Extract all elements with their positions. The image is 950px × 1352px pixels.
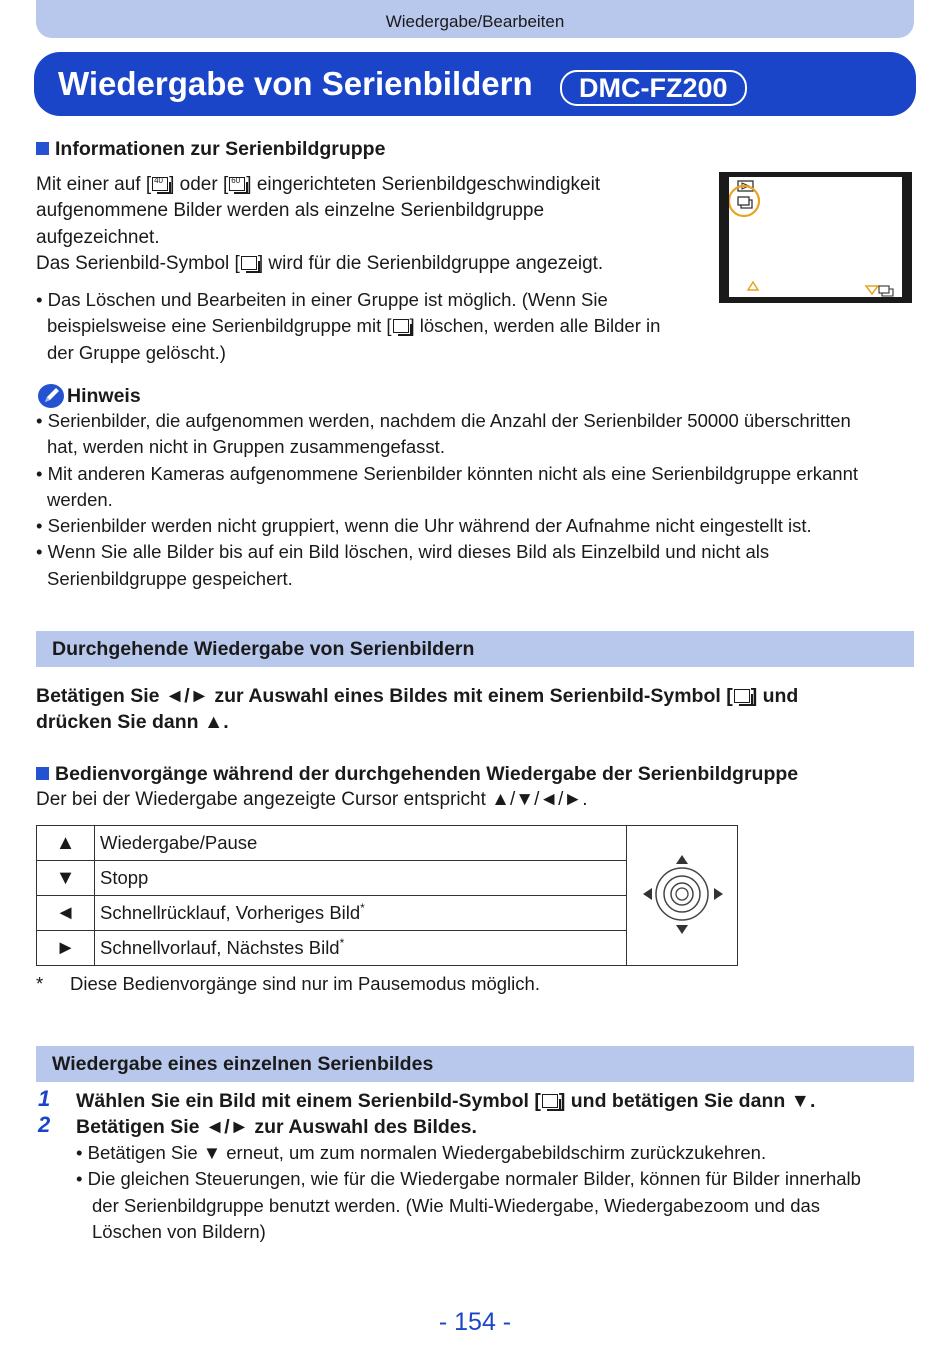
footnote-mark: *	[360, 901, 365, 916]
bullet-line-2	[36, 313, 716, 339]
burst-speed-label: 60	[231, 176, 241, 185]
note-line: Serienbildgruppe gespeichert.	[47, 567, 293, 589]
note-list	[36, 408, 916, 592]
info-heading-text: Informationen zur Serienbildgruppe	[55, 138, 386, 160]
continuous-instruction	[36, 683, 916, 736]
note-heading: Hinweis	[67, 385, 141, 407]
text-fragment: ] und betätigen Sie dann ▼.	[558, 1090, 816, 1112]
text-fragment: ] löschen, werden alle Bilder in	[409, 315, 661, 337]
note-line: • Mit anderen Kameras aufgenommene Serienbilder könnten nicht als eine Serienbildgruppe erkannt	[36, 462, 859, 484]
cursor-pad-icon	[627, 826, 737, 960]
note-pencil-icon	[37, 383, 65, 409]
burst-group-icon	[879, 286, 889, 293]
info-paragraph	[36, 172, 706, 277]
info-line-4	[36, 251, 706, 277]
info-line-1	[36, 172, 706, 198]
note-line: • Wenn Sie alle Bilder bis auf ein Bild löschen, wird dieses Bild als Einzelbild und nicht als	[36, 541, 770, 563]
burst-group-icon	[734, 689, 750, 703]
text-fragment: ] oder [	[169, 174, 229, 195]
info-bullet	[36, 287, 716, 366]
text-fragment: beispielsweise eine Serienbildgruppe mit [	[47, 315, 392, 337]
operations-table	[36, 825, 738, 966]
burst-group-icon	[241, 256, 257, 270]
square-bullet-icon	[36, 142, 49, 155]
page-number: - 154 -	[438, 1308, 512, 1336]
note-line: • Die gleichen Steuerungen, wie für die Wiedergabe normaler Bilder, können für Bilder innerhalb	[76, 1168, 861, 1190]
bullet-line-1: • Das Löschen und Bearbeiten in einer Gruppe ist möglich. (Wenn Sie	[36, 289, 608, 310]
square-bullet-icon	[36, 767, 49, 780]
note-line: hat, werden nicht in Gruppen zusammengefasst.	[47, 436, 445, 458]
section-bar-continuous	[36, 631, 914, 667]
text-fragment: Das Serienbild-Symbol [	[36, 252, 240, 274]
footnote-mark: *	[36, 973, 44, 994]
table-symbol: ►	[37, 931, 95, 966]
cursor-pad-cell	[627, 826, 738, 966]
table-footnote	[36, 971, 540, 997]
instruction-line-2: drücken Sie dann ▲.	[36, 711, 229, 734]
info-line-2: aufgenommene Bilder werden als einzelne Serienbildgruppe	[36, 200, 545, 222]
step-2-text: Betätigen Sie ◄/► zur Auswahl des Bildes.	[76, 1116, 477, 1138]
camera-screen-illustration	[719, 172, 912, 303]
burst-speed-label: 40	[154, 176, 164, 185]
burst-group-icon	[393, 319, 409, 333]
step-number: 1	[38, 1086, 51, 1111]
table-label	[95, 826, 627, 861]
screen-icons	[729, 177, 902, 297]
table-label	[95, 861, 627, 896]
down-cursor-icon	[866, 286, 878, 294]
text-fragment: Betätigen Sie ◄/► zur Auswahl eines Bildes mit einem Serienbild-Symbol [	[36, 685, 733, 707]
info-line-3: aufgezeichnet.	[36, 226, 160, 248]
bullet-line-3: der Gruppe gelöscht.)	[47, 341, 226, 363]
text-fragment: ] und	[750, 685, 799, 707]
section-bar-title: Durchgehende Wiedergabe von Serienbildern	[52, 638, 475, 660]
footnote-text: Diese Bedienvorgänge sind nur im Pausemodus möglich.	[70, 973, 540, 994]
label-text: Schnellrücklauf, Vorheriges Bild	[100, 902, 361, 924]
note-line: • Betätigen Sie ▼ erneut, um zum normalen Wiedergabebildschirm zurückzukehren.	[76, 1142, 767, 1163]
label-text: Stopp	[100, 867, 149, 888]
footnote-mark: *	[339, 936, 345, 951]
burst-40-icon	[152, 177, 168, 191]
section-bar-title: Wiedergabe eines einzelnen Serienbildes	[52, 1053, 434, 1075]
burst-group-icon	[542, 1094, 558, 1108]
table-label	[95, 931, 627, 966]
note-line: Löschen von Bildern)	[92, 1220, 266, 1242]
note-line: werden.	[47, 488, 113, 510]
text-fragment: Mit einer auf [	[36, 174, 152, 195]
section-bar-single	[36, 1046, 914, 1082]
ops-heading	[36, 761, 798, 787]
label-text: Schnellvorlauf, Nächstes Bild	[100, 937, 340, 959]
model-badge: DMC-FZ200	[560, 70, 747, 106]
table-symbol: ▲	[37, 826, 95, 861]
chapter-label: Wiedergabe/Bearbeiten	[385, 12, 565, 31]
text-fragment: Wählen Sie ein Bild mit einem Serienbild-Symbol [	[76, 1090, 541, 1112]
up-cursor-icon	[748, 282, 758, 290]
note-line: • Serienbilder, die aufgenommen werden, nachdem die Anzahl der Serienbilder 50000 überschritten	[36, 410, 851, 431]
ops-intro: Der bei der Wiedergabe angezeigte Cursor entspricht ▲/▼/◄/►.	[36, 789, 588, 810]
note-line: • Serienbilder werden nicht gruppiert, wenn die Uhr während der Aufnahme nicht eingestellt ist.	[36, 515, 812, 537]
step-1-text	[76, 1088, 815, 1114]
page-title: Wiedergabe von Serienbildern	[58, 65, 533, 102]
instruction-line-1	[36, 683, 916, 709]
table-symbol: ◄	[37, 896, 95, 931]
burst-60-icon	[229, 177, 245, 191]
text-fragment: ] eingerichteten Serienbildgeschwindigkeit	[246, 174, 601, 195]
table-label	[95, 896, 627, 931]
ops-heading-text: Bedienvorgänge während der durchgehenden Wiedergabe der Serienbildgruppe	[55, 763, 799, 785]
info-heading	[36, 136, 385, 162]
text-fragment: ] wird für die Serienbildgruppe angezeigt.	[257, 252, 604, 274]
step-2-notes	[76, 1140, 916, 1245]
step-number: 2	[38, 1112, 51, 1137]
table-symbol: ▼	[37, 861, 95, 896]
burst-group-icon	[738, 197, 749, 205]
chapter-tab	[36, 0, 914, 38]
label-text: Wiedergabe/Pause	[100, 832, 258, 853]
table-row	[37, 826, 738, 861]
note-line: der Serienbildgruppe benutzt werden. (Wie Multi-Wiedergabe, Wiedergabezoom und das	[92, 1194, 821, 1216]
camera-screen	[729, 177, 902, 297]
